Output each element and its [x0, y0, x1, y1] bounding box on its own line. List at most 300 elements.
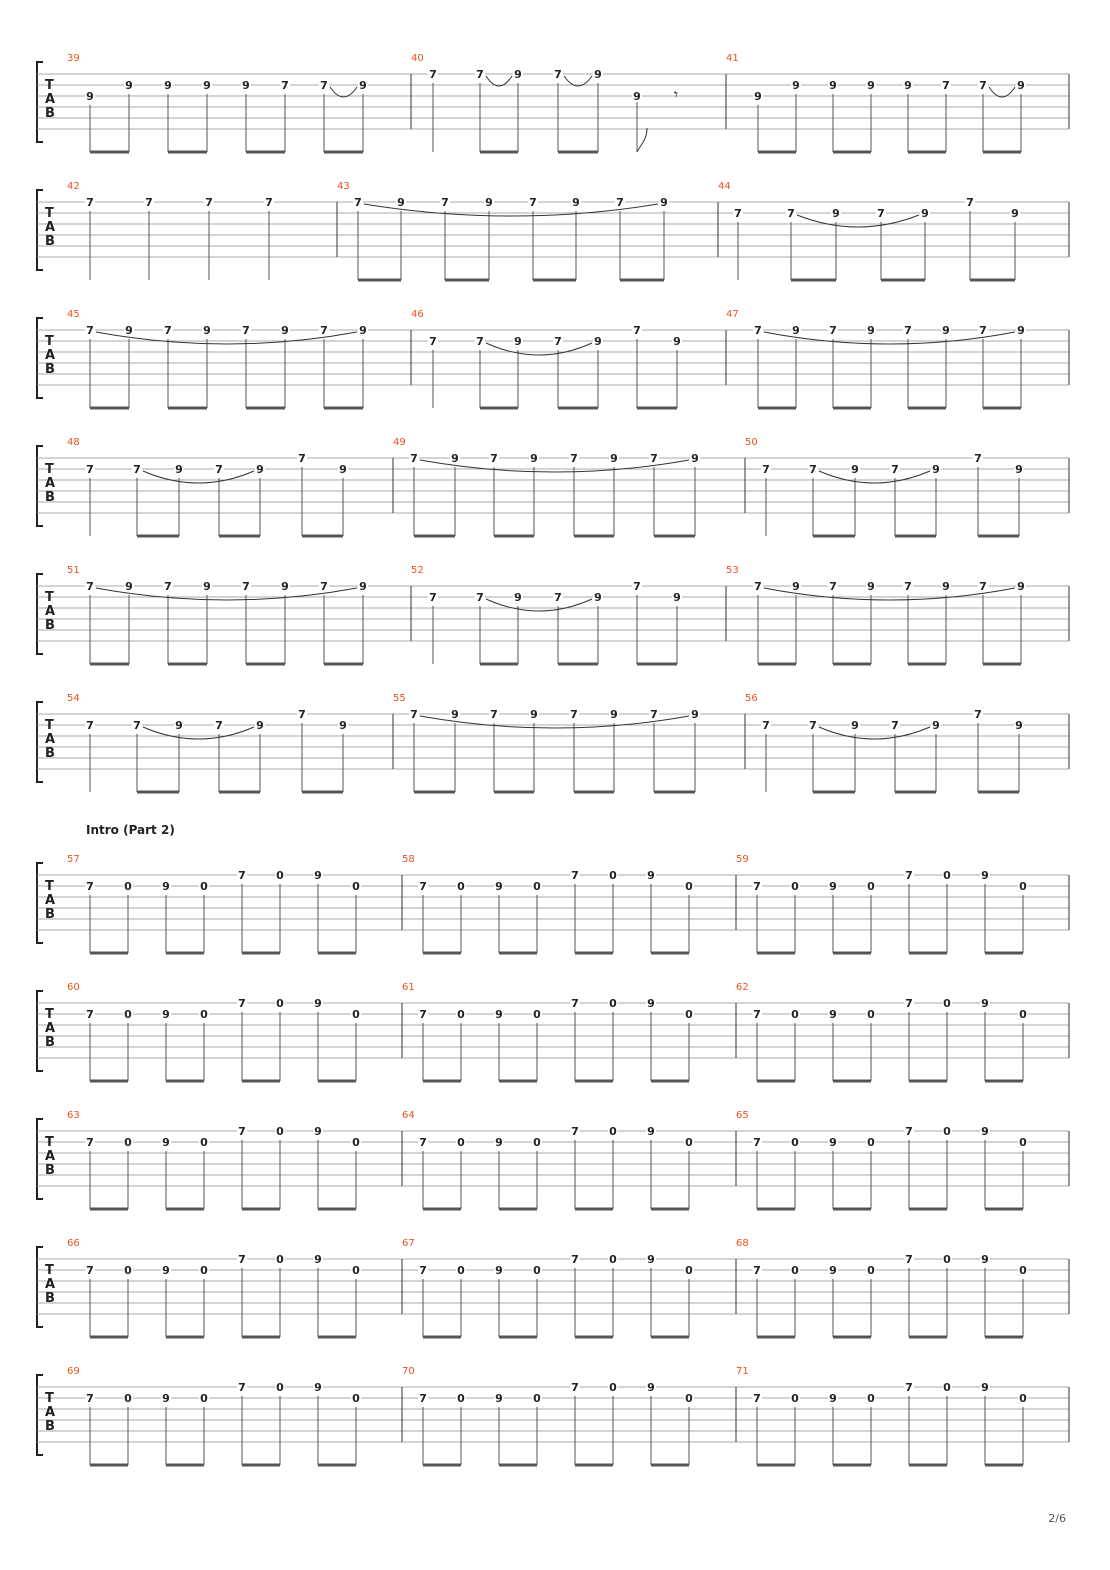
fret-number: 0 — [200, 1136, 208, 1149]
measure-number: 56 — [745, 693, 758, 704]
fret-number: 9 — [514, 68, 522, 81]
fret-number: 7 — [265, 196, 273, 209]
fret-number: 7 — [215, 719, 223, 732]
fret-number: 7 — [633, 324, 641, 337]
slur — [819, 727, 930, 739]
measure-number: 39 — [67, 53, 80, 64]
fret-number: 0 — [457, 1392, 465, 1405]
fret-number: 9 — [256, 719, 264, 732]
fret-number: 7 — [429, 68, 437, 81]
fret-number: 7 — [554, 335, 562, 348]
tab-clef-letter: B — [45, 746, 55, 761]
fret-number: 7 — [616, 196, 624, 209]
fret-number: 9 — [594, 68, 602, 81]
tab-clef-letter: T — [45, 462, 54, 477]
fret-number: 0 — [1019, 880, 1027, 893]
fret-number: 9 — [647, 1381, 655, 1394]
fret-number: 9 — [981, 869, 989, 882]
fret-number: 9 — [359, 324, 367, 337]
fret-number: 7 — [242, 580, 250, 593]
fret-number: 0 — [457, 1008, 465, 1021]
fret-number: 9 — [125, 580, 133, 593]
fret-number: 9 — [162, 1008, 170, 1021]
fret-number: 7 — [476, 68, 484, 81]
fret-number: 7 — [320, 79, 328, 92]
fret-number: 7 — [86, 880, 94, 893]
fret-number: 0 — [609, 1381, 617, 1394]
note-flag — [637, 128, 647, 152]
fret-number: 7 — [891, 719, 899, 732]
fret-number: 7 — [571, 1253, 579, 1266]
fret-number: 0 — [124, 880, 132, 893]
fret-number: 0 — [791, 1264, 799, 1277]
tab-clef-letter: A — [45, 220, 56, 235]
fret-number: 7 — [979, 324, 987, 337]
fret-number: 9 — [314, 1381, 322, 1394]
measure-number: 52 — [411, 565, 424, 576]
fret-number: 9 — [514, 335, 522, 348]
tab-clef-letter: B — [45, 234, 55, 249]
slur — [486, 343, 592, 355]
measure-number: 43 — [337, 181, 350, 192]
section-label: Intro (Part 2) — [86, 823, 175, 837]
fret-number: 0 — [867, 1136, 875, 1149]
fret-number: 0 — [609, 1125, 617, 1138]
fret-number: 7 — [753, 1008, 761, 1021]
measure-number: 50 — [745, 437, 758, 448]
fret-number: 9 — [660, 196, 668, 209]
fret-number: 7 — [419, 1392, 427, 1405]
fret-number: 7 — [650, 708, 658, 721]
fret-number: 7 — [734, 207, 742, 220]
fret-number: 9 — [981, 1253, 989, 1266]
fret-number: 9 — [1017, 324, 1025, 337]
fret-number: 7 — [215, 463, 223, 476]
fret-number: 0 — [200, 880, 208, 893]
fret-number: 9 — [754, 90, 762, 103]
fret-number: 9 — [832, 207, 840, 220]
fret-number: 7 — [320, 324, 328, 337]
fret-number: 7 — [410, 708, 418, 721]
fret-number: 9 — [162, 1392, 170, 1405]
slur — [96, 332, 357, 344]
fret-number: 0 — [943, 1125, 951, 1138]
fret-number: 0 — [276, 869, 284, 882]
fret-number: 7 — [86, 1392, 94, 1405]
fret-number: 7 — [571, 997, 579, 1010]
fret-number: 0 — [791, 1392, 799, 1405]
fret-number: 7 — [354, 196, 362, 209]
fret-number: 0 — [1019, 1136, 1027, 1149]
fret-number: 9 — [339, 719, 347, 732]
fret-number: 9 — [281, 580, 289, 593]
tab-clef-letter: T — [45, 718, 54, 733]
fret-number: 9 — [647, 1125, 655, 1138]
fret-number: 7 — [754, 324, 762, 337]
fret-number: 7 — [133, 719, 141, 732]
fret-number: 7 — [164, 324, 172, 337]
fret-number: 9 — [691, 452, 699, 465]
page-number: 2/6 — [1048, 1512, 1066, 1525]
fret-number: 7 — [904, 580, 912, 593]
fret-number: 0 — [685, 880, 693, 893]
fret-number: 9 — [339, 463, 347, 476]
tab-clef-letter: B — [45, 490, 55, 505]
fret-number: 0 — [1019, 1008, 1027, 1021]
measure-number: 63 — [67, 1110, 80, 1121]
fret-number: 0 — [867, 1264, 875, 1277]
fret-number: 9 — [647, 1253, 655, 1266]
fret-number: 9 — [647, 997, 655, 1010]
fret-number: 9 — [164, 79, 172, 92]
fret-number: 0 — [533, 1392, 541, 1405]
fret-number: 7 — [410, 452, 418, 465]
fret-number: 9 — [495, 1008, 503, 1021]
measure-number: 62 — [736, 982, 749, 993]
slur — [797, 215, 919, 227]
fret-number: 9 — [594, 591, 602, 604]
fret-number: 0 — [124, 1008, 132, 1021]
fret-number: 0 — [200, 1392, 208, 1405]
fret-number: 7 — [419, 1008, 427, 1021]
measure-number: 64 — [402, 1110, 415, 1121]
slur — [364, 204, 658, 216]
tab-clef-letter: T — [45, 1135, 54, 1150]
fret-number: 9 — [792, 324, 800, 337]
fret-number: 0 — [276, 997, 284, 1010]
fret-number: 9 — [829, 1008, 837, 1021]
fret-number: 7 — [753, 1392, 761, 1405]
fret-number: 0 — [943, 997, 951, 1010]
fret-number: 9 — [314, 869, 322, 882]
fret-number: 0 — [276, 1381, 284, 1394]
fret-number: 7 — [133, 463, 141, 476]
slur — [764, 332, 1015, 344]
measure-number: 48 — [67, 437, 80, 448]
fret-number: 7 — [979, 79, 987, 92]
measure-number: 41 — [726, 53, 739, 64]
measure-number: 70 — [402, 1366, 415, 1377]
fret-number: 0 — [943, 869, 951, 882]
fret-number: 9 — [1015, 719, 1023, 732]
fret-number: 7 — [476, 591, 484, 604]
fret-number: 7 — [905, 869, 913, 882]
measure-number: 49 — [393, 437, 406, 448]
fret-number: 7 — [809, 463, 817, 476]
fret-number: 9 — [281, 324, 289, 337]
measure-number: 51 — [67, 565, 80, 576]
fret-number: 0 — [1019, 1264, 1027, 1277]
slur — [486, 599, 592, 611]
fret-number: 7 — [86, 196, 94, 209]
fret-number: 7 — [145, 196, 153, 209]
fret-number: 7 — [238, 997, 246, 1010]
fret-number: 0 — [791, 880, 799, 893]
fret-number: 9 — [851, 719, 859, 732]
fret-number: 7 — [205, 196, 213, 209]
fret-number: 9 — [829, 1392, 837, 1405]
fret-number: 9 — [242, 79, 250, 92]
slur — [420, 716, 689, 728]
fret-number: 7 — [298, 708, 306, 721]
fret-number: 7 — [754, 580, 762, 593]
fret-number: 7 — [905, 1125, 913, 1138]
fret-number: 7 — [238, 1253, 246, 1266]
fret-number: 9 — [451, 452, 459, 465]
measure-number: 57 — [67, 854, 80, 865]
fret-number: 7 — [829, 324, 837, 337]
fret-number: 9 — [256, 463, 264, 476]
fret-number: 0 — [533, 1264, 541, 1277]
measure-number: 58 — [402, 854, 415, 865]
fret-number: 7 — [86, 580, 94, 593]
fret-number: 0 — [609, 997, 617, 1010]
fret-number: 7 — [86, 1264, 94, 1277]
fret-number: 7 — [570, 452, 578, 465]
tab-clef-letter: B — [45, 1035, 55, 1050]
fret-number: 0 — [685, 1264, 693, 1277]
fret-number: 9 — [359, 79, 367, 92]
measure-number: 59 — [736, 854, 749, 865]
tab-clef-letter: T — [45, 1007, 54, 1022]
fret-number: 0 — [352, 1008, 360, 1021]
fret-number: 9 — [867, 79, 875, 92]
fret-number: 9 — [792, 580, 800, 593]
fret-number: 7 — [164, 580, 172, 593]
slur — [819, 471, 930, 483]
fret-number: 9 — [942, 580, 950, 593]
tab-clef-letter: A — [45, 1021, 56, 1036]
fret-number: 7 — [979, 580, 987, 593]
tab-clef-letter: A — [45, 893, 56, 908]
fret-number: 0 — [200, 1264, 208, 1277]
fret-number: 9 — [530, 452, 538, 465]
fret-number: 7 — [429, 335, 437, 348]
fret-number: 0 — [124, 1392, 132, 1405]
measure-number: 66 — [67, 1238, 80, 1249]
tab-clef-letter: T — [45, 78, 54, 93]
fret-number: 0 — [276, 1253, 284, 1266]
fret-number: 7 — [320, 580, 328, 593]
tab-clef-letter: B — [45, 618, 55, 633]
fret-number: 9 — [86, 90, 94, 103]
measure-number: 71 — [736, 1366, 749, 1377]
fret-number: 7 — [905, 997, 913, 1010]
fret-number: 7 — [571, 869, 579, 882]
slur — [420, 460, 689, 472]
fret-number: 9 — [1011, 207, 1019, 220]
fret-number: 7 — [86, 463, 94, 476]
fret-number: 9 — [1017, 580, 1025, 593]
tab-clef-letter: A — [45, 1405, 56, 1420]
fret-number: 0 — [867, 1392, 875, 1405]
fret-number: 9 — [451, 708, 459, 721]
fret-number: 9 — [314, 997, 322, 1010]
tab-clef-letter: T — [45, 1391, 54, 1406]
fret-number: 7 — [904, 324, 912, 337]
fret-number: 7 — [753, 1136, 761, 1149]
fret-number: 9 — [851, 463, 859, 476]
fret-number: 7 — [86, 324, 94, 337]
tab-clef-letter: B — [45, 1163, 55, 1178]
slur — [143, 727, 254, 739]
fret-number: 9 — [610, 708, 618, 721]
measure-number: 67 — [402, 1238, 415, 1249]
fret-number: 9 — [633, 90, 641, 103]
fret-number: 0 — [867, 880, 875, 893]
fret-number: 9 — [942, 324, 950, 337]
fret-number: 0 — [609, 1253, 617, 1266]
slur — [764, 588, 1015, 600]
measure-number: 65 — [736, 1110, 749, 1121]
tab-clef-letter: A — [45, 476, 56, 491]
fret-number: 9 — [572, 196, 580, 209]
fret-number: 9 — [397, 196, 405, 209]
tab-clef-letter: B — [45, 362, 55, 377]
tab-clef-letter: B — [45, 1419, 55, 1434]
fret-number: 9 — [981, 1381, 989, 1394]
fret-number: 9 — [792, 79, 800, 92]
fret-number: 7 — [242, 324, 250, 337]
fret-number: 9 — [1015, 463, 1023, 476]
fret-number: 9 — [203, 580, 211, 593]
measure-number: 46 — [411, 309, 424, 320]
fret-number: 9 — [495, 1392, 503, 1405]
fret-number: 9 — [125, 79, 133, 92]
fret-number: 9 — [829, 1136, 837, 1149]
fret-number: 7 — [419, 1264, 427, 1277]
fret-number: 9 — [495, 1264, 503, 1277]
fret-number: 9 — [594, 335, 602, 348]
fret-number: 7 — [419, 1136, 427, 1149]
fret-number: 0 — [867, 1008, 875, 1021]
fret-number: 0 — [533, 1136, 541, 1149]
fret-number: 7 — [891, 463, 899, 476]
fret-number: 9 — [514, 591, 522, 604]
measure-number: 69 — [67, 1366, 80, 1377]
fret-number: 0 — [124, 1264, 132, 1277]
fret-number: 9 — [904, 79, 912, 92]
fret-number: 0 — [457, 1264, 465, 1277]
fret-number: 7 — [570, 708, 578, 721]
fret-number: 9 — [495, 880, 503, 893]
fret-number: 0 — [943, 1253, 951, 1266]
fret-number: 7 — [571, 1125, 579, 1138]
fret-number: 7 — [281, 79, 289, 92]
fret-number: 9 — [981, 997, 989, 1010]
fret-number: 7 — [298, 452, 306, 465]
fret-number: 0 — [609, 869, 617, 882]
fret-number: 9 — [829, 1264, 837, 1277]
fret-number: 0 — [1019, 1392, 1027, 1405]
fret-number: 9 — [495, 1136, 503, 1149]
fret-number: 9 — [203, 324, 211, 337]
fret-number: 0 — [352, 1264, 360, 1277]
fret-number: 7 — [529, 196, 537, 209]
fret-number: 0 — [352, 1136, 360, 1149]
tab-clef-letter: T — [45, 206, 54, 221]
fret-number: 0 — [276, 1125, 284, 1138]
tab-clef-letter: A — [45, 732, 56, 747]
fret-number: 7 — [753, 1264, 761, 1277]
fret-number: 9 — [932, 719, 940, 732]
fret-number: 9 — [359, 580, 367, 593]
tab-clef-letter: A — [45, 1149, 56, 1164]
tab-clef-letter: A — [45, 92, 56, 107]
fret-number: 9 — [314, 1125, 322, 1138]
fret-number: 7 — [429, 591, 437, 604]
fret-number: 7 — [86, 1008, 94, 1021]
fret-number: 7 — [762, 463, 770, 476]
fret-number: 7 — [554, 591, 562, 604]
fret-number: 7 — [571, 1381, 579, 1394]
tab-clef-letter: T — [45, 1263, 54, 1278]
fret-number: 0 — [791, 1136, 799, 1149]
fret-number: 7 — [829, 580, 837, 593]
measure-number: 68 — [736, 1238, 749, 1249]
fret-number: 7 — [86, 1136, 94, 1149]
measure-number: 44 — [718, 181, 731, 192]
fret-number: 9 — [530, 708, 538, 721]
fret-number: 0 — [685, 1392, 693, 1405]
fret-number: 7 — [238, 1125, 246, 1138]
fret-number: 9 — [314, 1253, 322, 1266]
tab-clef-letter: B — [45, 106, 55, 121]
fret-number: 9 — [829, 880, 837, 893]
fret-number: 7 — [905, 1381, 913, 1394]
measure-number: 47 — [726, 309, 739, 320]
fret-number: 0 — [352, 880, 360, 893]
fret-number: 9 — [829, 79, 837, 92]
fret-number: 9 — [867, 324, 875, 337]
fret-number: 0 — [457, 880, 465, 893]
eighth-rest: 𝄾 — [673, 85, 679, 104]
fret-number: 9 — [647, 869, 655, 882]
measure-number: 42 — [67, 181, 80, 192]
fret-number: 9 — [981, 1125, 989, 1138]
fret-number: 7 — [753, 880, 761, 893]
fret-number: 9 — [932, 463, 940, 476]
measure-number: 61 — [402, 982, 415, 993]
fret-number: 9 — [673, 335, 681, 348]
fret-number: 9 — [610, 452, 618, 465]
fret-number: 7 — [974, 708, 982, 721]
tab-clef-letter: T — [45, 590, 54, 605]
tab-clef-letter: T — [45, 879, 54, 894]
measure-number: 40 — [411, 53, 424, 64]
fret-number: 9 — [162, 880, 170, 893]
fret-number: 7 — [86, 719, 94, 732]
tab-clef-letter: A — [45, 348, 56, 363]
fret-number: 7 — [942, 79, 950, 92]
tab-clef-letter: B — [45, 907, 55, 922]
fret-number: 7 — [809, 719, 817, 732]
fret-number: 0 — [200, 1008, 208, 1021]
slur — [96, 588, 357, 600]
measure-number: 55 — [393, 693, 406, 704]
fret-number: 0 — [685, 1008, 693, 1021]
fret-number: 0 — [352, 1392, 360, 1405]
slur — [143, 471, 254, 483]
tab-clef-letter: T — [45, 334, 54, 349]
fret-number: 9 — [867, 580, 875, 593]
fret-number: 0 — [685, 1136, 693, 1149]
tab-clef-letter: B — [45, 1291, 55, 1306]
fret-number: 9 — [1017, 79, 1025, 92]
fret-number: 9 — [691, 708, 699, 721]
measure-number: 53 — [726, 565, 739, 576]
fret-number: 7 — [877, 207, 885, 220]
